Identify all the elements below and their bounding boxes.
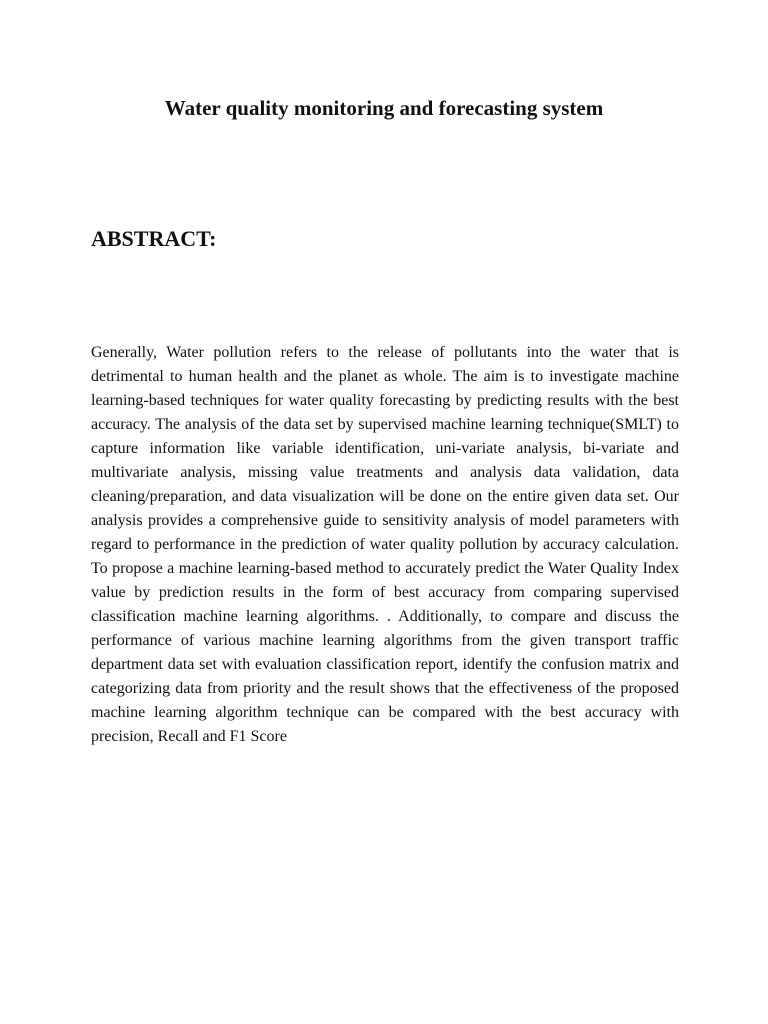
document-title: Water quality monitoring and forecasting system [164,96,604,120]
abstract-heading: ABSTRACT: [91,226,217,251]
abstract-paragraph: Generally, Water pollution refers to the release of pollutants into the water that is detrimental to human health and the planet as whole. The aim is to investigate machine learning-based techniques for water quality forecasting by predicting results with the best accuracy. The analysis of the data set by supervised machine learning technique(SMLT) to capture information like variable identification, uni-variate analysis, bi-variate and multivariate analysis, missing value treatments and analysis data validation, data cleaning/preparation, and data visualization will be done on the entire given data set. Our analysis provides a comprehensive guide to sensitivity analysis of model parameters with regard to performance in the prediction of water quality pollution by accuracy calculation. To propose a machine learning-based method to accurately predict the Water Quality Index value by prediction results in the form of best accuracy from comparing supervised classification machine learning algorithms. . Additionally, to compare and discuss the performance of various machine learning algorithms from the given transport traffic department data set with evaluation classification report, identify the confusion matrix and categorizing data from priority and the result shows that the effectiveness of the proposed machine learning algorithm technique can be compared with the best accuracy with precision, Recall and F1 Score [91,344,679,745]
